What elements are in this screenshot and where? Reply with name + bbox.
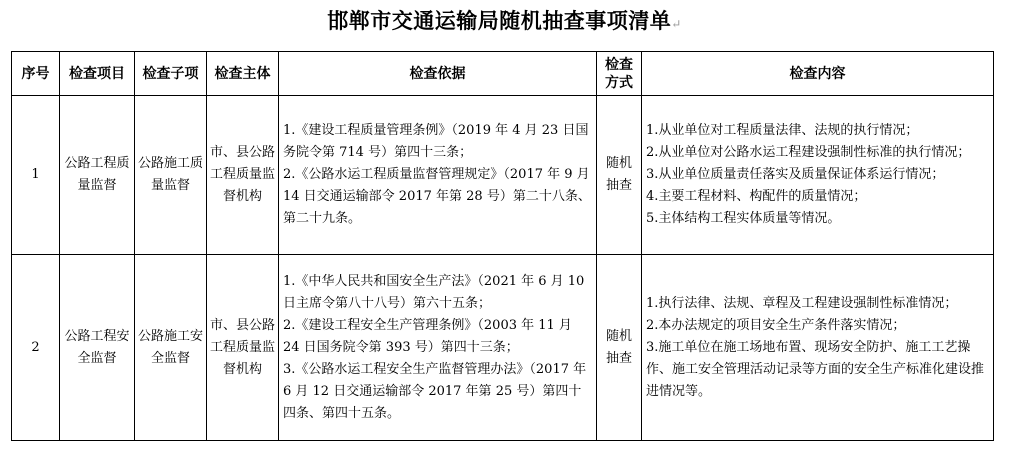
content-line: 2.从业单位对公路水运工程建设强制性标准的执行情况；: [646, 145, 971, 160]
row-subitem: 公路施工质量监督: [135, 96, 207, 255]
content-line: 2.本办法规定的项目安全生产条件落实情况；: [646, 317, 906, 333]
content-line: 3.从业单位质量责任落实及质量保证体系运行情况；: [646, 167, 945, 182]
basis-line: 3.《公路水运工程安全生产监督管理办法》（2017 年 6 月 12 日交通运输部令 2017 年第 25 号）第四十四条、第四十五条。: [283, 361, 587, 421]
content-line: 4.主要工程材料、构配件的质量情况；: [646, 189, 867, 204]
paragraph-mark: ↵: [671, 17, 682, 31]
row-content: [642, 96, 994, 255]
row-subject: 市、县公路工程质量监督机构: [207, 255, 279, 441]
content-line: 1.从业单位对工程质量法律、法规的执行情况；: [646, 123, 919, 138]
basis-line: 1.《中华人民共和国安全生产法》（2021 年 6 月 10 日主席令第八十八号）第六十五条；: [283, 273, 585, 311]
page-title: [0, 6, 1009, 39]
header-content: 检查内容: [642, 52, 994, 96]
header-method-line2: 方式: [605, 74, 633, 91]
header-subitem: 检查子项: [135, 52, 207, 96]
header-seq: 序号: [12, 52, 60, 96]
row-basis: [279, 96, 597, 255]
basis-line: 2.《建设工程安全生产管理条例》（2003 年 11 月 24 日国务院令第 393 号）第四十三条；: [283, 317, 572, 355]
row-content: [642, 255, 994, 441]
row-basis: [279, 255, 597, 441]
basis-line: 2.《公路水运工程质量监督管理规定》（2017 年 9 月 14 日交通运输部令 2017 年第 28 号）第二十八条、第二十九条。: [283, 167, 591, 226]
row-method: 随机抽查: [597, 96, 642, 255]
header-item: 检查项目: [60, 52, 135, 96]
table-header-row: [12, 52, 994, 96]
row-item: 公路工程安全监督: [60, 255, 135, 441]
title-text: 邯郸市交通运输局随机抽查事项清单: [327, 8, 672, 33]
header-subject: 检查主体: [207, 52, 279, 96]
header-method-line1: 检查: [605, 56, 633, 73]
row-method: 随机抽查: [597, 255, 642, 441]
table-row: [12, 255, 994, 441]
header-method: [597, 52, 642, 96]
row-seq: 1: [12, 96, 60, 255]
inspection-table: [11, 51, 994, 441]
row-item: 公路工程质量监督: [60, 96, 135, 255]
table-row: [12, 96, 994, 255]
row-seq: 2: [12, 255, 60, 441]
row-subject: 市、县公路工程质量监督机构: [207, 96, 279, 255]
header-basis: 检查依据: [279, 52, 597, 96]
content-line: 1.执行法律、法规、章程及工程建设强制性标准情况；: [646, 295, 958, 311]
row-subitem: 公路施工安全监督: [135, 255, 207, 441]
content-line: 3.施工单位在施工场地布置、现场安全防护、施工工艺操作、施工安全管理活动记录等方面的安全生产标准化建设推进情况等。: [646, 339, 985, 399]
content-line: 5.主体结构工程实体质量等情况。: [646, 211, 841, 226]
basis-line: 1.《建设工程质量管理条例》（2019 年 4 月 23 日国务院令第 714 号）第四十三条；: [283, 123, 589, 160]
